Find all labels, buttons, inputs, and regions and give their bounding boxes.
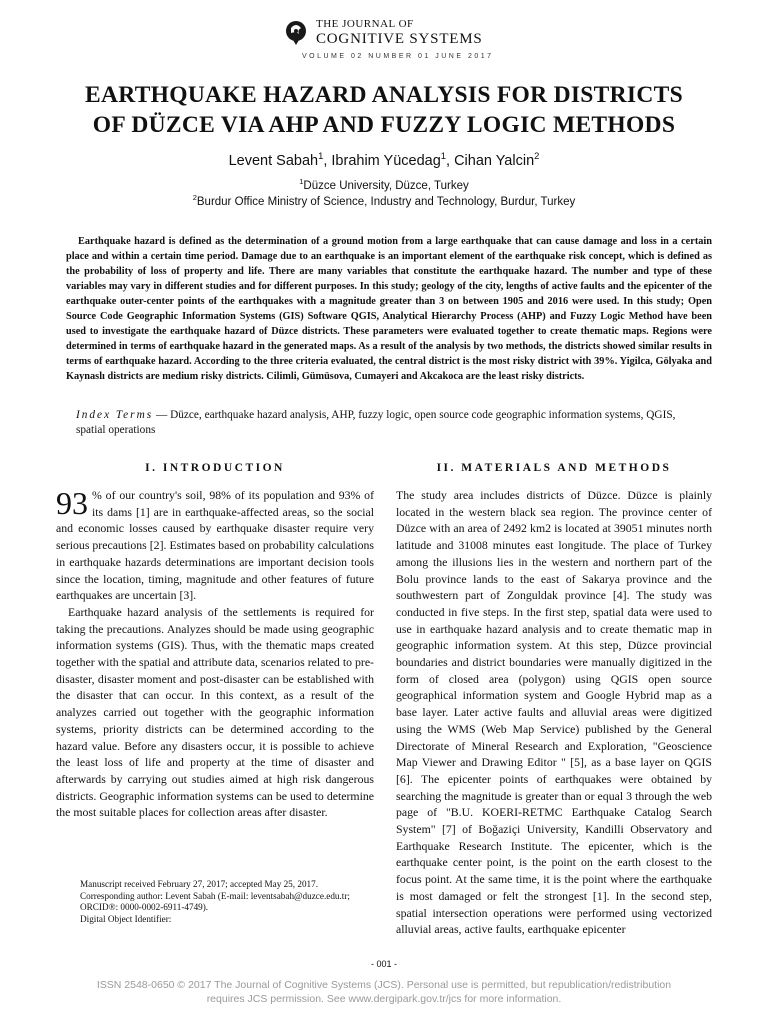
intro-paragraph-1 xyxy=(56,487,374,604)
footnotes xyxy=(80,879,380,925)
methods-paragraph-1: The study area includes districts of Düzce. Düzce is plainly located in the western black sea region. The province center of Düzce with an area of 2492 km2 is located at 39051 minutes north latitude and 31008 minutes east longitude. The place of Turkey among the illusions lies in the western and northern part of the Bolu province lands to the east of Sakarya province and the southwestern part of Zonguldak province [4]. The study was conducted in five steps. In the first step, spatial data were used to use in earthquake hazard analysis and to create thematic map in geographic information system. At this step, Düzce provincial boundaries and district boundaries were manually digitized in the form of closed area (polygon) using QGIS open source geographical information system and Google Hybrid map as a base layer. Later active faults and alluvial areas were digitized using the WMS (Web Map Service) published by the General Directorate of Mineral Research and Exploration, "Geoscience Map Viewer and Drawing Editor " [5], as a base layer on QGIS [6]. The epicenter points of earthquakes were obtained by searching the magnitude is greater than or equal 3 through the web page of "B.U. KOERI-RETMC Earthquake Catalog Search System" [7] of Boğaziçi University, Kandilli Observatory and Earthquake Research Institute. The epicenter, which is the earthquake center point, is the point on the earth closest to the focus point. At the same time, it is the point where the earthquake is most damaged or felt the strongest [1]. In the second step, spatial intersection operations were performed using vectorized alluvial areas, active faults, earthquake epicenter xyxy=(396,488,712,937)
index-terms-text: — Düzce, earthquake hazard analysis, AHP, fuzzy logic, open source code geographic information systems, QGIS, spatial operations xyxy=(76,409,676,436)
footer-copyright-line: ISSN 2548-0650 © 2017 The Journal of Cognitive Systems (JCS). Personal use is permitted, but republication/redistribution xyxy=(96,979,672,991)
page-footer xyxy=(40,978,728,1006)
journal-logo-icon xyxy=(284,18,308,46)
paper-title-line-1: EARTHQUAKE HAZARD ANALYSIS FOR DISTRICTS xyxy=(85,82,683,108)
affiliation-2 xyxy=(0,193,768,208)
author-separator: , xyxy=(323,153,332,169)
drop-cap: 93 xyxy=(56,485,88,521)
section-heading-introduction: I. INTRODUCTION xyxy=(145,462,285,474)
footnote-doi: Digital Object Identifier: xyxy=(80,913,172,924)
affiliation-1 xyxy=(0,177,768,192)
affiliation-mark: 1 xyxy=(299,177,304,187)
affiliation-text: Düzce University, Düzce, Turkey xyxy=(303,180,469,192)
author-name: Cihan Yalcin xyxy=(454,153,535,169)
section-heading-materials-methods: II. MATERIALS AND METHODS xyxy=(436,462,672,474)
abstract: Earthquake hazard is defined as the determination of a ground motion from a large earthquake that can cause damage and loss in a certain place and within a certain time period. Damage due to an earthquake is an important element of the earthquake risk concept, which is defined as the probability of loss of property and life. There are many variables that constitute the earthquake hazard. The number and type of these variables may vary in different studies and for different purposes. In this study; geology of the city, lengths of active faults and the epicenter of the earthquake outer-center points of the earthquakes with a magnitude greater than 3 on between 1905 and 2016 were used. In this study; Open Source Code Geographic Information Systems (GIS) Software QGIS, Analytical Hierarchy Process (AHP) and Fuzzy Logic Method have been used to investigate the earthquake hazard of Düzce districts. These parameters were evaluated together to create thematic maps. Regions were determined in terms of earthquake hazard in the generated maps. As a result of the analysis by two methods, the districts showed similar results in terms of earthquake hazard. According to the three criteria evaluated, the central district is the most risky district with 39%. Yigilca, Gölyaka and Kaynaslı districts are medium risky districts. Cilimli, Gümüsova, Cumayeri and Akcakoca are the least risky districts. xyxy=(66,236,712,382)
index-terms-label: Index Terms xyxy=(76,409,154,421)
footer-permission-line: requires JCS permission. See www.dergipark.gov.tr/jcs for more information. xyxy=(206,993,562,1005)
paper-title xyxy=(40,80,728,140)
author-separator: , xyxy=(446,153,455,169)
author-name: Ibrahim Yücedag xyxy=(331,153,441,169)
footnote-corresponding-author: Corresponding author: Levent Sabah (E-mail: leventsabah@duzce.edu.tr; ORCID®: 0000-0002-6911-4749). xyxy=(80,890,350,912)
volume-issue-date: VOLUME 02 NUMBER 01 JUNE 2017 xyxy=(302,53,494,60)
paper-title-line-2: OF DÜZCE VIA AHP AND FUZZY LOGIC METHODS xyxy=(92,112,676,138)
author-affiliation-mark: 1 xyxy=(440,150,446,162)
affiliation-text: Burdur Office Ministry of Science, Industry and Technology, Burdur, Turkey xyxy=(196,196,576,208)
journal-name-small: THE JOURNAL OF xyxy=(316,18,414,30)
author-affiliation-mark: 2 xyxy=(534,150,540,162)
left-column xyxy=(56,462,374,821)
intro-paragraph-1-text: % of our country's soil, 98% of its population and 93% of its dams [1] are in earthquake-affected areas, so the social and economic losses caused by earthquake disaster require very serious precautions [2]. Estimates based on probability calculations in earthquake hazards determinations are important decision tools since the location, timing, magnitude and other features of future earthquakes are uncertain [3]. xyxy=(56,488,374,603)
affiliation-mark: 2 xyxy=(192,193,197,203)
journal-name-large: COGNITIVE SYSTEMS xyxy=(316,31,483,47)
author-affiliation-mark: 1 xyxy=(318,150,324,162)
footnote-manuscript-dates: Manuscript received February 27, 2017; accepted May 25, 2017. xyxy=(80,879,319,889)
author-name: Levent Sabah xyxy=(228,153,319,169)
index-terms xyxy=(76,408,696,438)
page-number: - 001 - xyxy=(370,959,397,969)
right-column xyxy=(396,462,712,938)
intro-paragraph-2: Earthquake hazard analysis of the settlements is required for taking the precautions. Analyzes should be made using geographic information systems (GIS). Thus, with the thematic maps created together with the spatial and attribute data, scenarios related to pre-disaster, disaster moment and post-disaster can be established with the disaster that can occur. In this context, as a result of the analyzes carried out together with the geographic information systems, priority districts can be determined according to the hazard value. Before any disasters occur, it is possible to achieve the least loss of life and property at the time of disaster and afterwards by carrying out studies aimed at high risk dangerous districts. Geographic information systems can be used to determine the most suitable places for collection areas after disaster. xyxy=(56,604,374,820)
author-list xyxy=(0,150,768,169)
